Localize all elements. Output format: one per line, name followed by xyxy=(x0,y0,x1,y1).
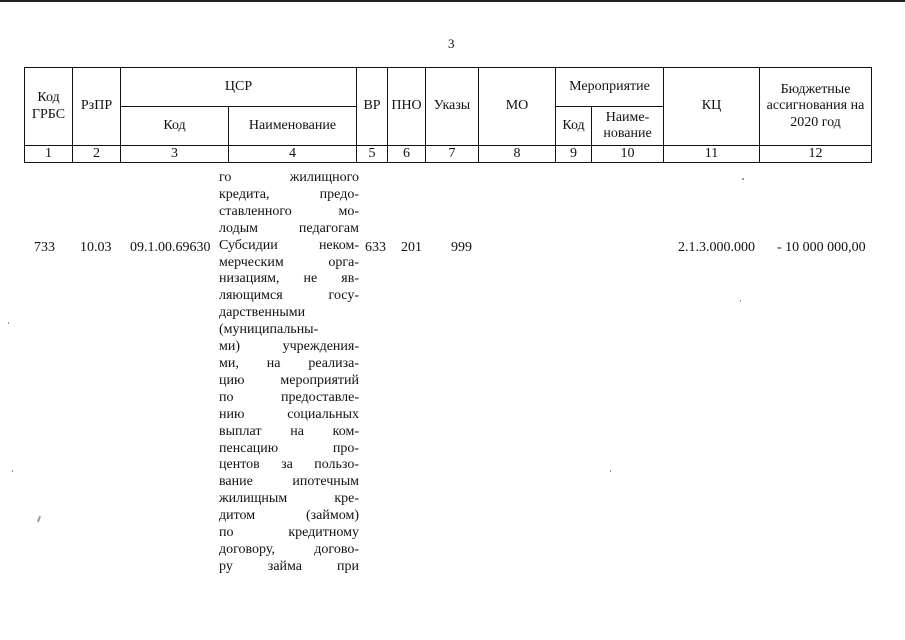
description-line: кредита, предо- xyxy=(219,186,359,202)
header-rzpr: РзПР xyxy=(73,68,121,146)
description-line: вание ипотечным xyxy=(219,474,359,490)
description-line: пенсацию про- xyxy=(219,440,359,456)
header-csr-name: Наименование xyxy=(229,107,357,146)
description-line: цию мероприятий xyxy=(219,372,359,388)
row-rzpr: 10.03 xyxy=(80,240,112,255)
header-pno: ПНО xyxy=(388,68,426,146)
column-number: 12 xyxy=(760,146,872,163)
row-csr-description xyxy=(219,170,359,576)
header-mer-kod: Код xyxy=(556,107,592,146)
description-line: Субсидии неком- xyxy=(219,237,359,253)
column-number: 8 xyxy=(479,146,556,163)
column-number: 9 xyxy=(556,146,592,163)
description-line: низациям, не яв- xyxy=(219,271,359,287)
description-line: ми, на реализа- xyxy=(219,355,359,371)
description-line: мерческим орга- xyxy=(219,254,359,270)
scan-speck xyxy=(12,470,13,472)
row-kc: 2.1.3.000.000 xyxy=(678,240,755,255)
description-line: договору, догово- xyxy=(219,541,359,557)
scan-speck xyxy=(610,470,611,472)
scan-speck xyxy=(37,516,41,522)
description-line: дарственными xyxy=(219,305,306,321)
scan-speck xyxy=(740,300,741,302)
top-border-line xyxy=(0,0,905,2)
description-line: го жилищного xyxy=(219,170,359,185)
header-meropriyatie: Мероприятие xyxy=(556,68,664,107)
description-line: по кредитному xyxy=(219,525,359,541)
description-line: ставленного мо- xyxy=(219,203,359,219)
column-number: 3 xyxy=(121,146,229,163)
description-line: жилищным кре- xyxy=(219,491,359,507)
description-line: лодым педагогам xyxy=(219,220,359,236)
column-number: 11 xyxy=(664,146,760,163)
header-kod-grbs: Код ГРБС xyxy=(25,68,73,146)
description-line: ляющимся госу- xyxy=(219,288,359,304)
row-kod-grbs: 733 xyxy=(34,240,55,255)
scan-speck xyxy=(8,322,9,324)
column-number: 5 xyxy=(357,146,388,163)
description-line: нию социальных xyxy=(219,406,359,422)
description-line: дитом (займом) xyxy=(219,508,359,524)
column-number: 6 xyxy=(388,146,426,163)
description-line: центов за пользо- xyxy=(219,457,359,473)
row-csr-kod: 09.1.00.69630 xyxy=(130,240,211,255)
column-number: 10 xyxy=(592,146,664,163)
row-vr: 633 xyxy=(365,240,386,255)
column-number: 1 xyxy=(25,146,73,163)
row-ukazy: 999 xyxy=(451,240,472,255)
header-budget: Бюджетные ассигнования на 2020 год xyxy=(760,68,872,146)
description-line: ми) учреждения- xyxy=(219,339,359,355)
row-amount: - 10 000 000,00 xyxy=(777,240,866,255)
scan-speck xyxy=(742,178,744,180)
column-number: 7 xyxy=(426,146,479,163)
header-vr: ВР xyxy=(357,68,388,146)
column-number: 4 xyxy=(229,146,357,163)
header-table xyxy=(24,67,872,163)
description-line: (муниципальны- xyxy=(219,322,319,338)
header-ukazy: Указы xyxy=(426,68,479,146)
header-kc: КЦ xyxy=(664,68,760,146)
column-number: 2 xyxy=(73,146,121,163)
description-line: выплат на ком- xyxy=(219,423,359,439)
header-csr: ЦСР xyxy=(121,68,357,107)
description-line: ру займа при xyxy=(219,558,359,574)
header-mer-name: Наиме-нование xyxy=(592,107,664,146)
page-number: 3 xyxy=(448,36,455,51)
header-mo: МО xyxy=(479,68,556,146)
header-csr-kod: Код xyxy=(121,107,229,146)
description-line: по предоставле- xyxy=(219,389,359,405)
row-pno: 201 xyxy=(401,240,422,255)
